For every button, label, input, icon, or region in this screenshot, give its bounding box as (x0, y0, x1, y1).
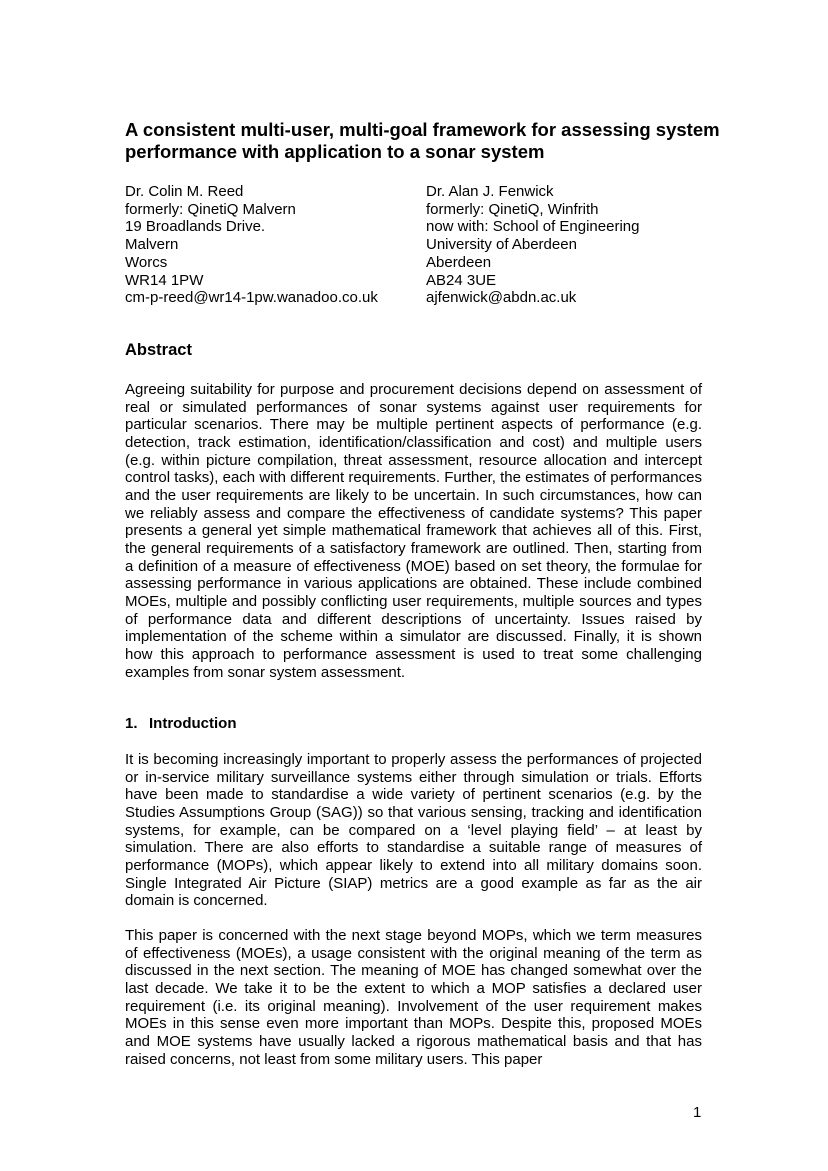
author-address-county: Worcs (125, 253, 168, 271)
author-affiliation-current: now with: School of Engineering (426, 218, 640, 236)
introduction-heading (125, 715, 236, 732)
author-email[interactable]: ajfenwick@abdn.ac.uk (426, 289, 577, 307)
section-number: 1. (125, 715, 138, 732)
author-address-town: Malvern (125, 236, 179, 254)
page-number: 1 (693, 1104, 702, 1121)
paper-title: A consistent multi-user, multi-goal framework for assessing system performance with application to a sonar system (125, 119, 720, 162)
author-address-postcode: AB24 3UE (426, 271, 497, 289)
introduction-paragraph-2: This paper is concerned with the next stage beyond MOPs, which we term measures of effectiveness (MOEs), a usage consistent with the original meaning of the term as discussed in the next section. The meaning of MOE has changed somewhat over the last decade. We take it to be the extent to which a MOP satisfies a declared user requirement (i.e. its original meaning). Involvement of the user requirement makes MOEs in this sense even more important than MOPs. Despite this, proposed MOEs and MOE systems have usually lacked a rigorous mathematical basis and that has raised concerns, not least from some military users. This paper (125, 927, 702, 1068)
author-address-postcode: WR14 1PW (125, 271, 204, 289)
author-affiliation: formerly: QinetiQ Malvern (125, 200, 296, 218)
author-university: University of Aberdeen (426, 236, 577, 254)
abstract-heading: Abstract (125, 341, 192, 359)
author-block-reed (125, 183, 378, 307)
section-title: Introduction (149, 715, 237, 732)
author-email[interactable]: cm-p-reed@wr14-1pw.wanadoo.co.uk (125, 289, 378, 307)
introduction-paragraph-1: It is becoming increasingly important to properly assess the performances of projected or in-service military surveillance systems either through simulation or trials. Efforts have been made to standardise a wide variety of pertinent scenarios (e.g. by the Studies Assumptions Group (SAG)) so that various sensing, tracking and identification systems, for example, can be compared on a ‘level playing field’ – at least by simulation. There are also efforts to standardise a suitable range of measures of performance (MOPs), which appear likely to extend into all military domains soon. Single Integrated Air Picture (SIAP) metrics are a good example as far as the air domain is concerned. (125, 751, 702, 910)
abstract-text: Agreeing suitability for purpose and procurement decisions depend on assessment of real or simulated performances of sonar systems against user requirements for particular scenarios. There may be multiple pertinent aspects of performance (e.g. detection, track estimation, identification/classification and cost) and multiple users (e.g. within picture compilation, threat assessment, resource allocation and intercept control tasks), each with different requirements. Further, the estimates of performances and the user requirements are likely to be uncertain. In such circumstances, how can we reliably assess and compare the effectiveness of candidate systems? This paper presents a general yet simple mathematical framework that achieves all of this. First, the general requirements of a satisfactory framework are outlined. Then, starting from a definition of a measure of effectiveness (MOE) based on set theory, the formulae for assessing performance in various applications are obtained. These include combined MOEs, multiple and possibly conflicting user requirements, multiple sources and types of performance data and different descriptions of uncertainty. Issues raised by implementation of the scheme within a simulator are discussed. Finally, it is shown how this approach to performance assessment is used to treat some challenging examples from sonar system assessment. (125, 381, 702, 681)
author-address-street: 19 Broadlands Drive. (125, 218, 266, 236)
author-address-town: Aberdeen (426, 253, 492, 271)
author-name: Dr. Colin M. Reed (125, 183, 244, 200)
author-affiliation-former: formerly: QinetiQ, Winfrith (426, 200, 599, 218)
author-block-fenwick (426, 183, 639, 307)
author-name: Dr. Alan J. Fenwick (426, 183, 554, 200)
